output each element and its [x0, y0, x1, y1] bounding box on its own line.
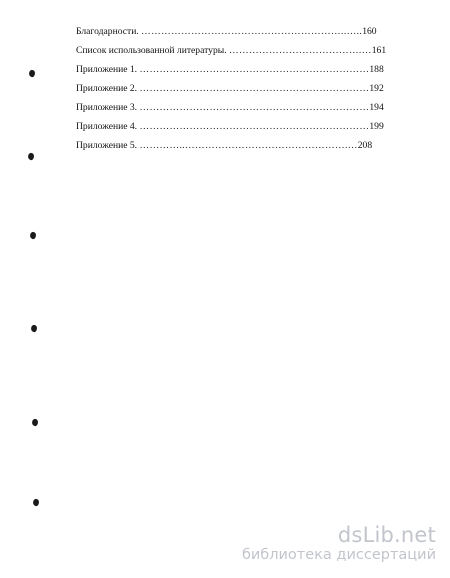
site-watermark — [242, 524, 436, 564]
toc-leader-dots: …………………………………………………………… — [139, 64, 370, 75]
toc-entry-appendix-5 — [76, 136, 381, 155]
binding-hole-mark — [30, 324, 38, 333]
toc-leader-dots: ……………………………………………………..….. — [141, 26, 363, 37]
toc-page-number: 188 — [369, 64, 384, 75]
toc-entry-label: Благодарности. — [76, 26, 142, 37]
toc-entry-label: Список использованной литературы. — [76, 45, 230, 56]
watermark-logo — [242, 524, 436, 546]
toc-entry-references — [76, 41, 387, 60]
toc-page-number: 194 — [369, 102, 384, 113]
toc-leader-dots: ………………………………….… — [229, 45, 372, 56]
toc-entry-acknowledgements — [76, 22, 381, 41]
toc-entry-label: Приложение 1. — [76, 64, 140, 75]
toc-entry-appendix-1 — [76, 60, 384, 79]
binding-hole-mark — [27, 152, 35, 161]
toc-leader-dots: …………..………………………………………….… — [139, 140, 358, 151]
binding-hole-mark — [28, 69, 36, 78]
toc-page-number: 199 — [369, 121, 384, 132]
binding-hole-mark — [32, 498, 40, 507]
table-of-contents — [76, 22, 387, 155]
toc-leader-dots: …………………………………………………………… — [139, 102, 370, 113]
toc-entry-appendix-3 — [76, 98, 384, 117]
toc-page-number: 161 — [371, 45, 387, 56]
toc-entry-label: Приложение 3. — [76, 102, 140, 113]
watermark-subtitle: библиотека диссертаций — [241, 547, 436, 563]
watermark-brand-suffix: .net — [394, 523, 436, 547]
toc-page-number: 208 — [357, 140, 373, 151]
binding-hole-mark — [31, 418, 39, 427]
toc-entry-appendix-4 — [76, 117, 384, 136]
watermark-brand-main: dsLib — [337, 523, 395, 547]
toc-page-number: 160 — [362, 26, 377, 37]
binding-hole-mark — [29, 231, 37, 240]
toc-page-number: 192 — [369, 83, 384, 94]
toc-leader-dots: …………………………………………………………… — [139, 83, 370, 94]
toc-leader-dots: …………………………………………………………… — [139, 121, 370, 132]
toc-entry-appendix-2 — [76, 79, 384, 98]
toc-entry-label: Приложение 4. — [76, 121, 140, 132]
toc-entry-label: Приложение 2. — [76, 83, 140, 94]
toc-entry-label: Приложение 5. — [76, 140, 140, 151]
